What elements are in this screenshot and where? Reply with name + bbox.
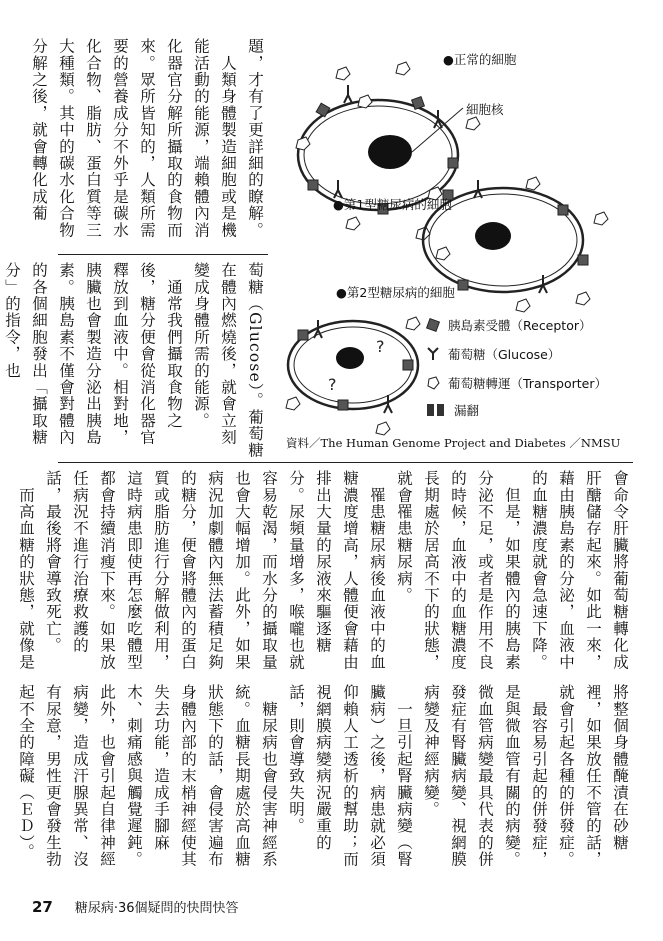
svg-text:?: ? <box>328 375 337 394</box>
legend-transporter <box>426 374 607 392</box>
legend-receptor-label: 胰島素受體（Receptor） <box>448 318 592 333</box>
body-text-block-3: 會命令肝臟將葡萄糖轉化成肝醣儲存起來。如此一來，藉由胰島素的分泌，血液中的血糖濃度就會急速下降。 但是，如果體內的胰島素分泌不足，或者是作用不良的時候，血液中的血糖濃度長期處於居高不下的狀態，就會罹患糖尿病。 罹患糖尿病後血液中的血糖濃度增高，人體便會藉由排出大量的尿液來驅逐糖分。尿頻量增多，喉嚨也就容易乾渴，而水分的攝取量也會大幅增加。此外，如果病況加劇體內無法蓄積足夠的糖分，便會將體內的蛋白質或脂肪進行分解做利用，這時病患即使再怎麼吃體型都會持續消瘦下來。如果放任病況不進行治療救護的話，最後將會導致死亡。 而高血糖的狀態，就像是 <box>17 470 629 671</box>
cell-diagram-figure <box>278 40 633 450</box>
label-nucleus: 細胞核 <box>466 102 504 117</box>
legend-transporter-label: 葡萄糖轉運（Transporter） <box>448 376 607 391</box>
transporter-icon <box>426 376 440 390</box>
type2-cell <box>286 317 420 435</box>
label-type2-cell: ●第2型糖尿病的細胞 <box>336 285 455 300</box>
leak-icon <box>426 403 446 417</box>
legend-glucose <box>426 345 560 363</box>
page-number: 27 <box>32 898 53 916</box>
book-title: 糖尿病‧36個疑問的快問快答 <box>74 901 239 916</box>
legend-receptor <box>426 316 592 334</box>
legend-leak-label: 漏翻 <box>454 403 480 418</box>
page-footer <box>32 897 239 916</box>
figure-source: 資料／The Human Genome Project and Diabetes ／NMSU <box>286 436 621 450</box>
body-text-block-1: 題，才有了更詳細的瞭解。 人類身體製造細胞或是機能活動的能源，端賴體內消化器官分解所攝取的食物而來。眾所皆知的，人類所需要的營養成分不外乎是碳水化合物、脂肪、蛋白質等三大種類。其中的碳水化合物分解之後，就會轉化成葡 <box>30 38 264 239</box>
horizontal-divider <box>58 462 633 463</box>
label-normal-cell: ●正常的細胞 <box>443 52 517 67</box>
legend-leak <box>426 401 479 419</box>
normal-cell <box>296 62 480 240</box>
nucleus-icon <box>368 135 412 169</box>
receptor-icon <box>426 318 440 332</box>
section-divider <box>58 254 268 255</box>
svg-text:?: ? <box>376 337 385 356</box>
body-text-block-2: 萄糖（Glucose）。葡萄糖在體內燃燒後，就會立刻變成身體所需的能源。 通常我們攝取食物之後，糖分便會從消化器官釋放到血液中。相對地，胰臟也會製造分泌出胰島素。胰島素不僅會對體內的各個細胞發出「攝取糖分」的指令，也 <box>3 262 264 459</box>
label-type1-cell: ●第1型糖尿病的細胞 <box>333 197 452 212</box>
body-text-block-4: 將整個身體醃漬在砂糖裡，如果放任不管的話，就會引起各種的併發症。 最容易引起的併發症，是與微血管有關的病變。微血管病變最具代表的併發症有腎臟病變、視網膜病變及神經病變。 一旦引起腎臟病變（腎臟病）之後，病患就必須仰賴人工透析的幫助；而視網膜病變病況嚴重的話，則會導致失明。 糖尿病也會侵害神經系統。血糖長期處於高血糖狀態下的話，會侵害遍布身體內部的末梢神經使其失去功能，造成手腳麻木、刺痛感與觸覺遲鈍。此外，也會引起自律神經病變，造成汗腺異常、沒有尿意，男性更會發生勃起不全的障礙（ＥＤ）。 <box>17 684 629 868</box>
legend-glucose-label: 葡萄糖（Glucose） <box>448 347 561 362</box>
glucose-icon <box>426 347 440 361</box>
